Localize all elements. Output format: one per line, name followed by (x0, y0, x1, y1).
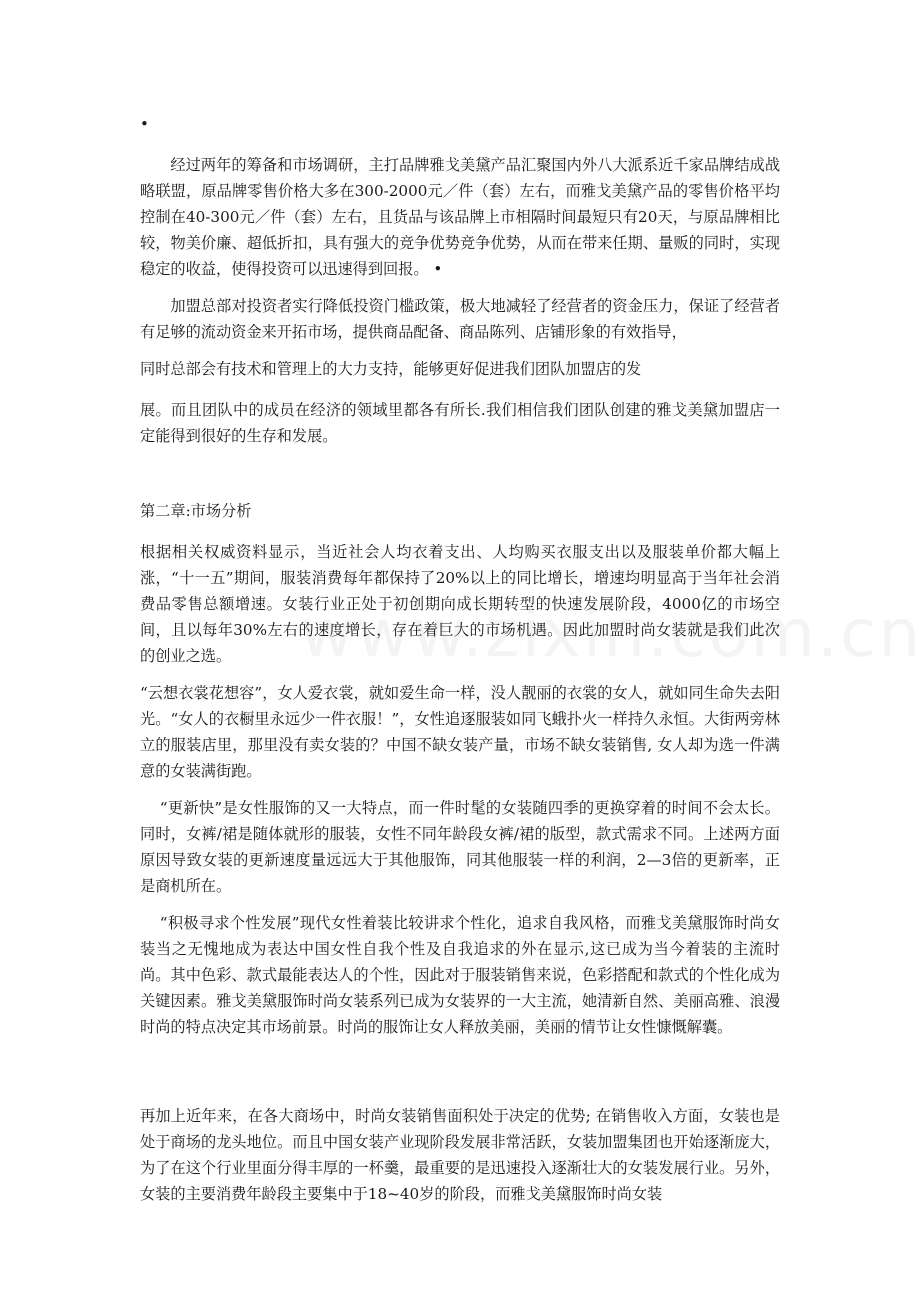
paragraph-franchise-policy: 加盟总部对投资者实行降低投资门槛政策，极大地减轻了经营者的资金压力，保证了经营者有足够的流动资金来开拓市场，提供商品配备、商品陈列、店铺形象的有效指导， (140, 297, 780, 341)
paragraph-market-data: 根据相关权威资料显示，当近社会人均衣着支出、人均购买衣服支出以及服装单价都大幅上涨，“十一五”期间，服装消费每年都保持了20%以上的同比增长，增速均明显高于当年社会消费品零售总额增速。女装行业正处于初创期向成长期转型的快速发展阶段，4000亿的市场空间，且以每年30%左右的速度增长，存在着巨大的市场机遇。因此加盟时尚女装就是我们此次的创业之选。 (140, 543, 780, 665)
chapter-title: 第二章:市场分析 (140, 502, 252, 520)
top-bullet: • (140, 115, 149, 133)
paragraph-hq-support: 同时总部会有技术和管理上的大力支持，能够更好促进我们团队加盟店的发 (140, 360, 642, 378)
paragraph-market-position: 再加上近年来，在各大商场中，时尚女装销售面积处于决定的优势; 在销售收入方面，女装也是处于商场的龙头地位。而且中国女装产业现阶段发展非常活跃，女装加盟集团也开始逐渐庞大，为了在这个行业里面分得丰厚的一杯羹，最重要的是迅速投入逐渐壮大的女装发展行业。另外，女装的主要消费年龄段主要集中于18~40岁的阶段，而雅戈美黛服饰时尚女装 (140, 1107, 780, 1203)
paragraph-women-clothing: “云想衣裳花想容”，女人爱衣裳，就如爱生命一样，没人靓丽的衣裳的女人，就如同生命失去阳光。“女人的衣橱里永远少一件衣服！”，女性追逐服装如同飞蛾扑火一样持久永恒。大街两旁林立的服装店里，那里没有卖女装的？中国不缺女装产量，市场不缺女装销售, 女人却为选一件满意的女装满街跑。 (140, 684, 780, 780)
paragraph-brand-alliance: 经过两年的筹备和市场调研，主打品牌雅戈美黛产品汇聚国内外八大派系近千家品牌结成战略联盟，原品牌零售价格大多在300-2000元／件（套）左右，而雅戈美黛产品的零售价格平均控制在40-300元／件（套）左右，且货品与该品牌上市相隔时间最短只有20天，与原品牌相比较，物美价廉、超低折扣，具有强大的竞争优势竞争优势，从而在带来任期、量贩的同时，实现稳定的收益，使得投资可以迅速得到回报。 • (140, 156, 780, 278)
paragraph-fast-update: “更新快”是女性服饰的又一大特点，而一件时髦的女装随四季的更换穿着的时间不会太长。同时，女裤/裙是随体就形的服装，女性不同年龄段女裤/裙的版型，款式需求不同。上述两方面原因导致女装的更新速度量远远大于其他服饰，同其他服装一样的利润，2—3倍的更新率，正是商机所在。 (140, 799, 780, 895)
paragraph-team-development: 展。而且团队中的成员在经济的领域里都各有所长.我们相信我们团队创建的雅戈美黛加盟店一定能得到很好的生存和发展。 (140, 401, 780, 445)
paragraph-individuality: “积极寻求个性发展”现代女性着装比较讲求个性化，追求自我风格，而雅戈美黛服饰时尚女装当之无愧地成为表达中国女性自我个性及自我追求的外在显示,这已成为当今着装的主流时尚。其中色彩、款式最能表达人的个性，因此对于服装销售来说，色彩搭配和款式的个性化成为关键因素。雅戈美黛服饰时尚女装系列已成为女装界的一大主流，她清新自然、美丽高雅、浪漫时尚的特点决定其市场前景。时尚的服饰让女人释放美丽，美丽的情节让女性慷慨解囊。 (140, 914, 780, 1036)
